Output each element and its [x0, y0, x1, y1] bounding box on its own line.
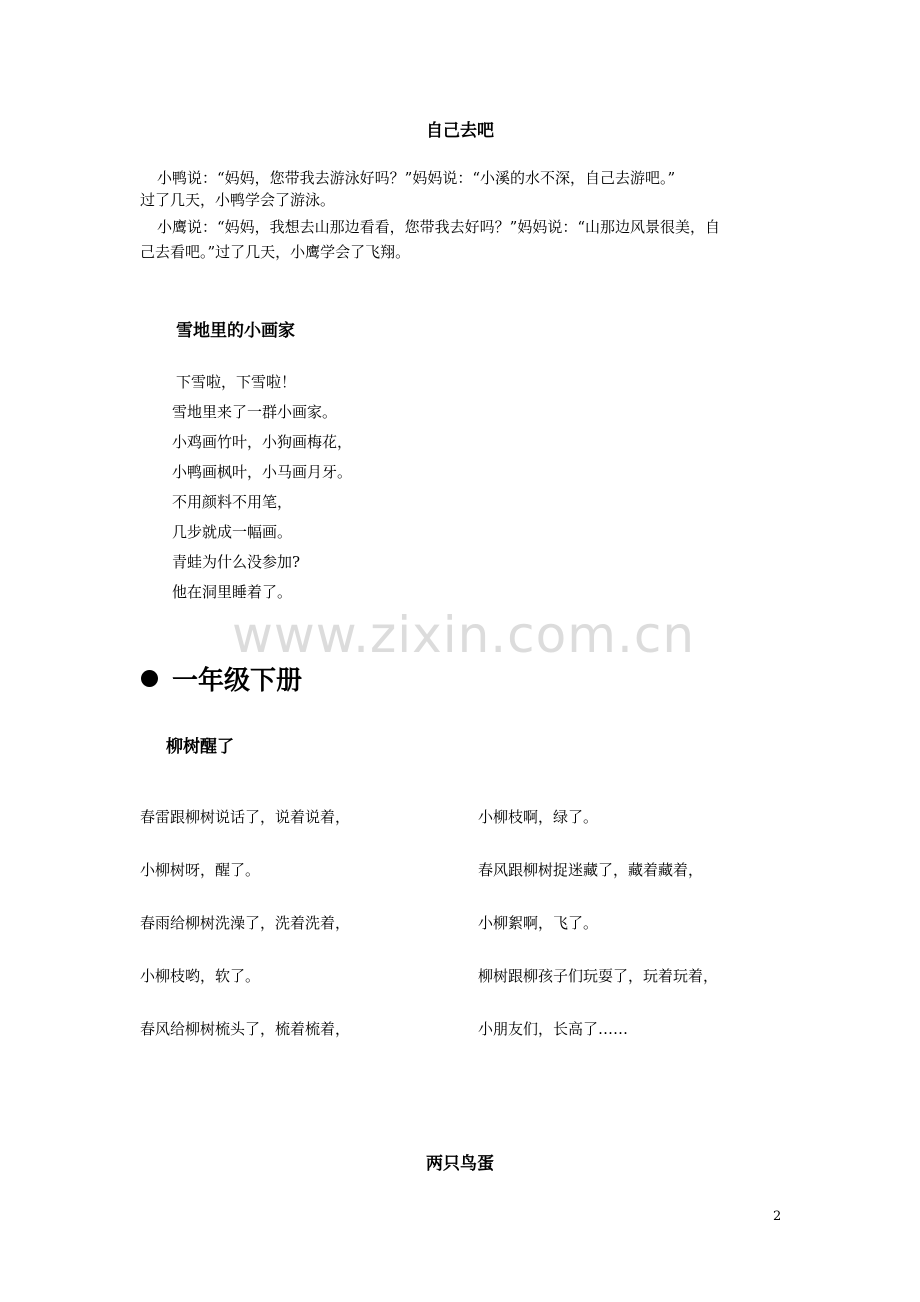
poem-line-right: 小柳絮啊，飞了。 [478, 914, 599, 932]
poem-line-left: 小柳枝哟，软了。 [140, 967, 261, 985]
poem-line-right: 柳树跟柳孩子们玩耍了，玩着玩着， [478, 967, 719, 985]
poem-line-right: 小朋友们，长高了…… [478, 1020, 629, 1038]
story-title: 自己去吧 [426, 121, 494, 141]
poem-line: 雪地里来了一群小画家。 [172, 403, 338, 421]
story-title: 雪地里的小画家 [176, 321, 295, 341]
story-title: 两只鸟蛋 [426, 1154, 494, 1174]
paragraph-line: 小鹰说：“妈妈，我想去山那边看看，您带我去好吗？”妈妈说：“山那边风景很美，自 [157, 218, 721, 236]
bullet-icon [141, 670, 158, 687]
poem-line: 不用颜料不用笔， [172, 493, 293, 511]
section-heading: 一年级下册 [172, 666, 303, 696]
page-number: 2 [773, 1209, 782, 1224]
poem-line-left: 春雷跟柳树说话了，说着说着， [140, 808, 351, 826]
watermark: www.zixin.com.cn [232, 606, 696, 664]
paragraph-line: 过了几天，小鸭学会了游泳。 [140, 191, 336, 209]
paragraph-line: 己去看吧。”过了几天，小鹰学会了飞翔。 [140, 243, 411, 261]
poem-line: 小鸡画竹叶，小狗画梅花， [172, 433, 353, 451]
poem-line-right: 春风跟柳树捉迷藏了，藏着藏着， [478, 861, 704, 879]
poem-line: 小鸭画枫叶，小马画月牙。 [172, 463, 353, 481]
poem-line-right: 小柳枝啊，绿了。 [478, 808, 599, 826]
poem-line: 他在洞里睡着了。 [172, 583, 293, 601]
poem-line: 青蛙为什么没参加? [172, 553, 301, 571]
poem-line-left: 春雨给柳树洗澡了，洗着洗着， [140, 914, 351, 932]
poem-line: 几步就成一幅画。 [172, 523, 293, 541]
paragraph-line: 小鸭说：“妈妈，您带我去游泳好吗？”妈妈说：“小溪的水不深，自己去游吧。” [157, 169, 676, 187]
poem-line-left: 春风给柳树梳头了，梳着梳着， [140, 1020, 351, 1038]
story-title: 柳树醒了 [166, 737, 234, 757]
poem-line: 下雪啦，下雪啦！ [176, 373, 297, 391]
poem-line-left: 小柳树呀，醒了。 [140, 861, 261, 879]
